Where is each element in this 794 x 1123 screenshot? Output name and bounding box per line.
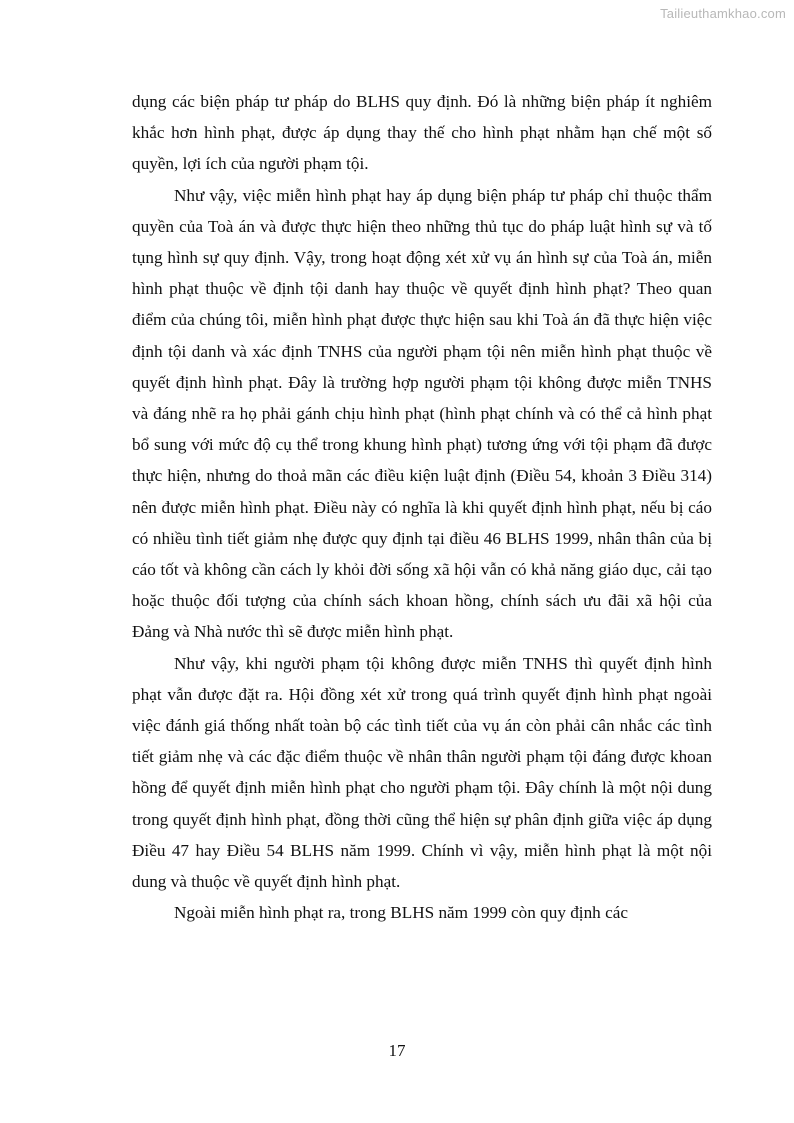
document-body [132, 86, 712, 928]
paragraph-2: Như vậy, việc miễn hình phạt hay áp dụng biện pháp tư pháp chỉ thuộc thẩm quyền của Toà án và được thực hiện theo những thủ tục do pháp luật hình sự và tố tụng hình sự quy định. Vậy, trong hoạt động xét xử vụ án hình sự của Toà án, miễn hình phạt thuộc về định tội danh hay thuộc về quyết định hình phạt? Theo quan điểm của chúng tôi, miễn hình phạt được thực hiện sau khi Toà án đã thực hiện việc định tội danh và xác định TNHS của người phạm tội nên miễn hình phạt thuộc về quyết định hình phạt. Đây là trường hợp người phạm tội không được miễn TNHS và đáng nhẽ ra họ phải gánh chịu hình phạt (hình phạt chính và có thể cả hình phạt bổ sung với mức độ cụ thể trong khung hình phạt) tương ứng với tội phạm đã được thực hiện, nhưng do thoả mãn các điều kiện luật định (Điều 54, khoản 3 Điều 314) nên được miễn hình phạt. Điều này có nghĩa là khi quyết định hình phạt, nếu bị cáo có nhiều tình tiết giảm nhẹ được quy định tại điều 46 BLHS 1999, nhân thân của bị cáo tốt và không cần cách ly khỏi đời sống xã hội vẫn có khả năng giáo dục, cải tạo hoặc thuộc đối tượng của chính sách khoan hồng, chính sách ưu đãi xã hội của Đảng và Nhà nước thì sẽ được miễn hình phạt. [132, 185, 712, 642]
paragraph-3: Như vậy, khi người phạm tội không được miễn TNHS thì quyết định hình phạt vẫn được đặt ra. Hội đồng xét xử trong quá trình quyết định hình phạt ngoài việc đánh giá thống nhất toàn bộ các tình tiết của vụ án còn phải cân nhắc các tình tiết giảm nhẹ và các đặc điểm thuộc về nhân thân người phạm tội đáng được khoan hồng để quyết định miễn hình phạt cho người phạm tội. Đây chính là một nội dung trong quyết định hình phạt, đồng thời cũng thể hiện sự phân định giữa việc áp dụng Điều 47 hay Điều 54 BLHS năm 1999. Chính vì vậy, miễn hình phạt là một nội dung và thuộc về quyết định hình phạt. [132, 653, 712, 892]
paragraph-1: dụng các biện pháp tư pháp do BLHS quy định. Đó là những biện pháp ít nghiêm khắc hơn hình phạt, được áp dụng thay thế cho hình phạt nhằm hạn chế một số quyền, lợi ích của người phạm tội. [132, 92, 712, 174]
page-number: 17 [388, 1041, 406, 1060]
paragraph-4: Ngoài miễn hình phạt ra, trong BLHS năm 1999 còn quy định các [174, 903, 628, 923]
watermark: Tailieuthamkhao.com [660, 6, 786, 21]
